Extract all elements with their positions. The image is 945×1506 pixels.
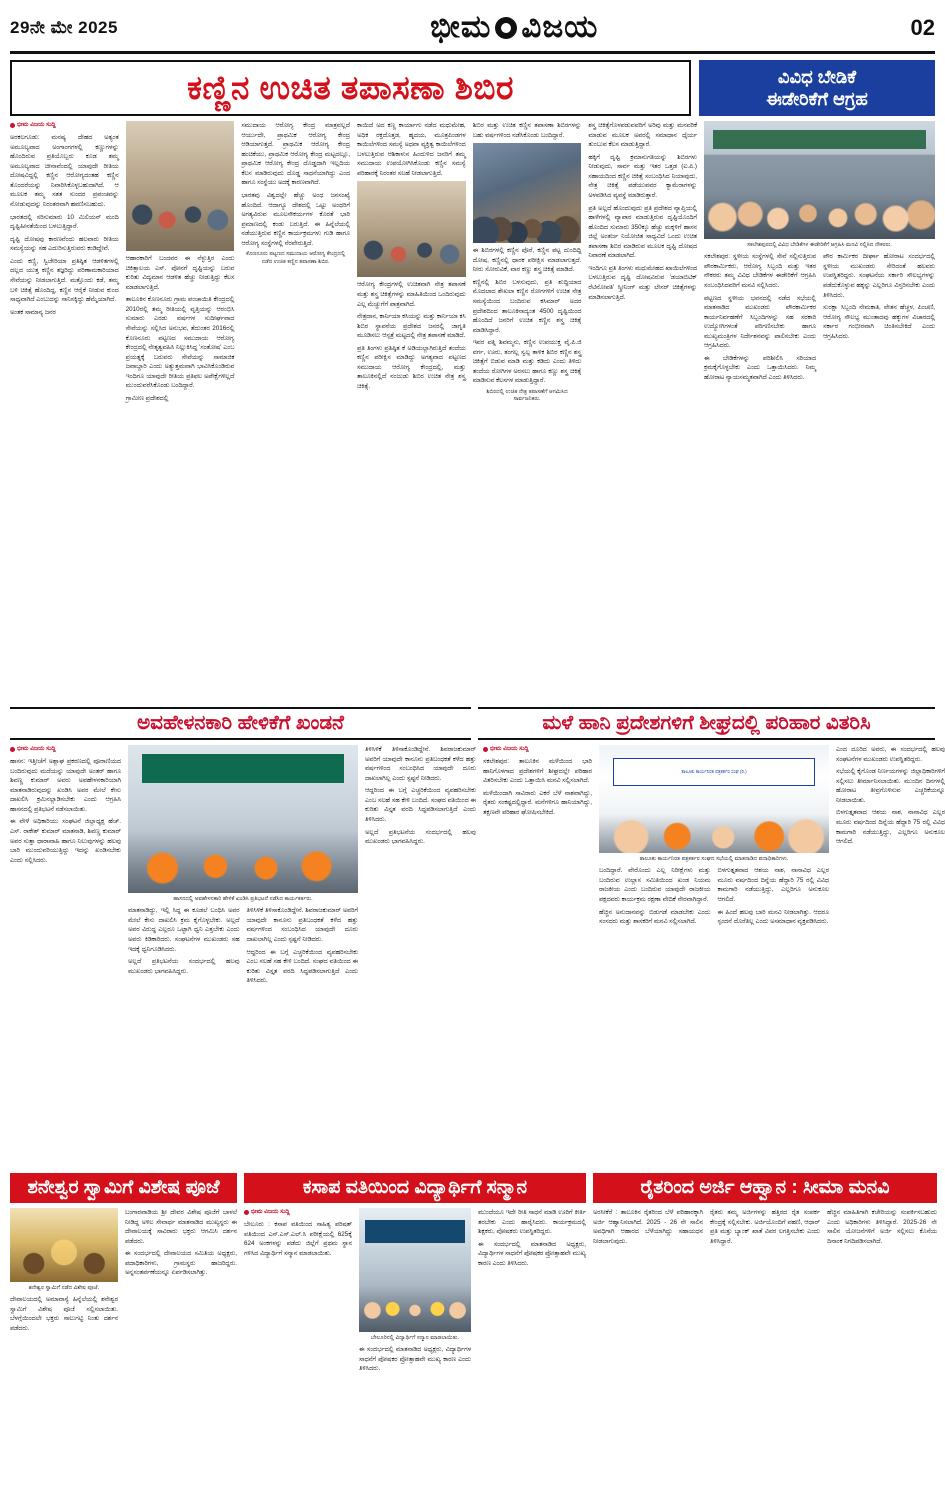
paragraph: ತಾಲೂಕಿನ ಕೊಣನೂರು ಗ್ರಾಮ ಪಂಚಾಯಿತಿ ಕೇಂದ್ರದಲ್ಲಿ 2010ರಲ್ಲಿ ತಮ್ಮ ರೀತಿಯಲ್ಲಿ ವೃತ್ತಿಯನ್ನು ಆರಂಭಿಸಿ ಸುಮಾರು ಎರಡು ವರ್ಷಗಳ ಸುದೀರ್ಘವಾದ ಸೇವೆಯನ್ನು ಸಲ್ಲಿಸಿದ ಅನುಭವ, ತೆದುಂತರ 2016ರಲ್ಲಿ ಕೊಣನೂರು ಪಟ್ಟಣದ ಸಮುದಾಯ ಆರೋಗ್ಯ ಕೇಂದ್ರದಲ್ಲಿ ನೇತೃತ್ವವಹಿಸಿ ನಿಲ್ಲುಕಿಸಿದ್ದ 'ಸಂತೋಷ' ಎಂಬ ಪ್ರಯತ್ನಕ್ಕೆ ಬರುವರು ಸೇವೆಯನ್ನು ಸಾಮಾಜಿಕ ಜವಾಬ್ದಾರಿ ಎಂದು ಅತ್ಯುತ್ತಮವಾಗಿ ಭಾವಿಸಿಕೊಂಡಿರುವ ಇಂದಿಗೂ ಯಾವುದೇ ರೀತಿಯ ಪ್ರತಿಫಲ ಅಪೇಕ್ಷೆಗಳಿಲ್ಲದೆ ಮುಂದುವರೆಸಿಕೊಂಡು ಬಂದಿದ್ದಾರೆ. xyxy=(125,296,235,390)
paragraph: ಆದ್ದರಿಂದ ಈ ಬಗ್ಗೆ ಎಚ್ಚರಿಕೆಯಿಂದ ವ್ಯವಹರಿಸಬೇಕು ಎಂಬ ಸಲಹೆ ಸಹ ಕೇಳಿ ಬಂದಿದೆ. ಸಂಘದ ವತಿಯಿಂದ ಈ ಕುರಿತು ವಿಸ್ತೃತ ವರದಿ ಸಿದ್ಧಪಡಿಸಲಾಗುತ್ತಿದೆ ಎಂದು ತಿಳಿಸಿದರು. xyxy=(365,787,476,823)
lead-column-3 xyxy=(241,121,350,701)
paragraph: ನೇತ್ರದಾನ, ಕಾರ್ನಿಯಾ ಕಸಿಯನ್ನು ಮತ್ತು ಕಾರ್ನಿಯಾ ಕಸಿ ಶಿಬಿರ ಸ್ಥಾಪನೆಯ ಪ್ರದೇಶದ ಜನರಲ್ಲಿ ಜಾಗೃತಿ ಮೂಡಿಸಲು ಆಸ್ಪತ್ರೆ ಮಟ್ಟದಲ್ಲಿ ನೇತ್ರ ತಪಾಸಣೆ ಮಾಡಿದೆ. xyxy=(357,313,466,340)
section-3-right-heading: ರೈತರಿಂದ ಅರ್ಜಿ ಆಹ್ವಾನ : ಸೀಮಾ ಮನವಿ xyxy=(593,1173,937,1203)
sidebar-subcol-2 xyxy=(823,252,935,385)
secondary-headline-line2: ಈಡೇರಿಕೆಗೆ ಆಗ್ರಹ xyxy=(766,89,868,109)
paragraph: ಆದ್ದರಿಂದ ಈ ಬಗ್ಗೆ ಎಚ್ಚರಿಕೆಯಿಂದ ವ್ಯವಹರಿಸಬೇಕು ಎಂಬ ಸಲಹೆ ಸಹ ಕೇಳಿ ಬಂದಿದೆ. ಸಂಘದ ವತಿಯಿಂದ ಈ ಕುರಿತು ವಿಸ್ತೃತ ವರದಿ ಸಿದ್ಧಪಡಿಸಲಾಗುತ್ತಿದೆ ಎಂದು ತಿಳಿಸಿದರು. xyxy=(246,948,358,985)
byline xyxy=(10,121,119,130)
paragraph: ಸುರಕ್ಷಾ ಸಿಬ್ಬಂದಿ ನೇಮಕಾತಿ, ವೇತನ ಹೆಚ್ಚಳ, ಪಿಂಚಣಿ, ಆರೋಗ್ಯ ಸೌಲಭ್ಯ ಮುಂತಾದವು ಹಕ್ಕುಗಳ ವಿಚಾರದಲ್ಲಿ ಸರ್ಕಾರ ಗಂಭೀರವಾಗಿ ಚಿಂತಿಸಬೇಕಿದೆ ಎಂದು ಆಗ್ರಹಿಸಿದರು. xyxy=(823,304,936,340)
paragraph: ಮಳೆಯಿಂದಾಗಿ ಸಾವಿರಾರು ಎಕರೆ ಬೆಳೆ ನಾಶವಾಗಿದ್ದು, ರೈತರು ಸಂಕಷ್ಟದಲ್ಲಿದ್ದಾರೆ. ಮನೆಗಳಿಗೂ ಹಾನಿಯಾಗಿದ್ದು, ತಕ್ಷಣವೇ ಪರಿಹಾರ ಘೋಷಿಸಬೇಕಿದೆ. xyxy=(483,789,592,816)
logo-icon xyxy=(495,17,517,39)
paragraph: ಕಾಯಿದೆ ಅದ ಕಣ್ಣ ಕಾರ್ಯಾಗು ನಡೆದ ಮಧುಮೇಹ, ಅಧಿಕ ರಕ್ತದೊತ್ತಡ, ಹೃದಯ, ಮೂತ್ರಪಿಂಡಗಳ ಕಾಯಿಲೆಗಳಿಂದ ಸಮಸ್ಯೆ ಅಧವಾ ವ್ಯಕ್ತಿತ್ವ ಕಾಯಿಲೆಗಳಿಂದ ಬಳಲುತ್ತಿರುವ ಆಶಿಕಾಳುನ ಹಿಂದುಳಿದ ಜನರಿಗೆ ತಮ್ಮ ಸಮುದಾಯ ಉಪಯೋಗಿಸಿಕೊಂಡು ಕಣ್ಣಿನ ಸಮಸ್ಯೆ ಪರಿಹಾರಕ್ಕೆ ನಿರಂತರ ಸಲಹೆ ನೀಡಲಾಗುತ್ತಿದೆ. xyxy=(357,122,466,177)
photo-caption-1: ಕೊಣನೂರು ಪಟ್ಟಣದ ಸಮುದಾಯ ಆರೋಗ್ಯ ಕೇಂದ್ರದಲ್ಲಿ ನಡೆದ ಉಚಿತ ಕಣ್ಣಿನ ತಪಾಸಣಾ ಶಿಬಿರ. xyxy=(246,251,346,265)
paragraph: ಇವರ ಪತ್ನಿ ಶಿವಮ್ಮನು, ಕಣ್ಣಿನ ಉಪಯುಕ್ತ ವೈ.ಪಿ.ಜಿ ವರ್ಗ, ಊರು, ತಂಗಲ್ಲ ಸ್ವಲ್ಪ ತಾಳಿಕ ಶಿಬಿರ ಕಣ್ಣಿನ ಶಸ್ತ್ರ ಚಿಕಿತ್ಸೆಗೆ ಬಿಡುವ ಮಾಡಿ ಮತ್ತು ಕಡಿದು ಎಂದು ತಿಳಿದು ತಂದೆಯ ರೋಗಿಗಳ ಅರಸಲು ಹಾಗೂ ಕಣ್ಣು ಶಸ್ತ್ರ ಚಿಕಿತ್ಸೆ ಮಾಡಿಸುವ ಕೆಲಸಗಳ ಮಾಡುತ್ತಿದ್ದಾರೆ. xyxy=(472,339,582,385)
sidebar-photo xyxy=(704,121,935,239)
s3-mid-block xyxy=(244,1167,586,1377)
paragraph: ಪ್ರತಿ ಅಲ್ಲದೆ ಹೊಂದುವುದು ಪ್ರತಿ ಪ್ರದೇಶದ ವ್ಯಾಪ್ತಿಯಲ್ಲಿ ಹಾಳೆಗಳಲ್ಲಿ ವ್ಯಾಪಾರ ಮಾಡುತ್ತಿರುವ ದೃಷ್ಟಿಯೊಂದಿಗೆ ಹೊಂದಿದ ಸುಮಾರು 350ಕ್ಕೂ ಹೆಚ್ಚು ಮಕ್ಕಳಿಗೆ ಹಾಸನ ಜಿಲ್ಲೆ ಅಂತರ್ಜ ನಿಯೋಜಿತ ಸಾಧ್ಯವಿದೆ ಒಂದು ಉಚಿತ ತಪಾಸಣಾ ಶಿಬಿರ ಮಾಡಿರುವ ಮೂಲಕ ದೃಷ್ಟಿ ದೋಷದ ನಿವಾರಣೆ ಮಾಡಲಾಗಿದೆ. xyxy=(588,204,698,260)
story-photo-1 xyxy=(126,121,235,251)
paragraph: ಅಂತಕ ಸಾಮಾನ್ಯ ಜನರ xyxy=(10,308,56,316)
paragraph: ಎಂದ ದೂರಿದ ಅವರು, ಈ ಸಂದರ್ಭದಲ್ಲಿ ಹಲವು ಸಂಘಟನೆಗಳ ಮುಖಂಡರು ಉಪಸ್ಥಿತರಿದ್ದರು. xyxy=(836,746,945,763)
temple-photo xyxy=(10,1208,118,1282)
paragraph: ಈ ಹಿಂದೆ ಹಲವು ಬಾರಿ ಮನವಿ ನೀಡಲಾಗಿತ್ತು. ಆದರೂ ಸ್ಪಂದನೆ ದೊರೆತಿಲ್ಲ ಎಂದು ಅಸಮಾಧಾನ ವ್ಯಕ್ತಪಡಿಸಿದರು. xyxy=(717,908,829,926)
paragraph: ಈ ಬೇಡಿಕೆಗಳನ್ನು ಪರಿಶೀಲಿಸಿ ಸರಿಯಾದ ಕ್ರಮಕೈಗೊಳ್ಳಬೇಕು ಎಂದು ಒತ್ತಾಯಿಸಿದರು. ನಿಮ್ಮ ಹೋರಾಟ ನ್ಯಾಯಸಮ್ಮತವಾಗಿದೆ ಎಂದು ತಿಳಿಸಿದರು. xyxy=(704,354,817,382)
sidebar-subcol-1 xyxy=(704,252,816,385)
paragraph: ಅಲ್ಲದೆ ಪ್ರತಿಭಟನೆಯ ಸಂದರ್ಭದಲ್ಲಿ ಹಲವು ಮುಖಂಡರು ಭಾಗವಹಿಸಿದ್ದರು. xyxy=(365,828,476,846)
paragraph: ಸಭೆಯಲ್ಲಿ ಕೈಗೊಂಡ ನಿರ್ಣಯಗಳನ್ನು ಜಿಲ್ಲಾಧಿಕಾರಿಗಳಿಗೆ ಸಲ್ಲಿಸಲು ತೀರ್ಮಾನಿಸಲಾಯಿತು. ಮುಂದಿನ ದಿನಗಳಲ್ಲಿ ಹೋರಾಟ ತೀವ್ರಗೊಳಿಸುವ ಎಚ್ಚರಿಕೆಯನ್ನೂ ನೀಡಲಾಯಿತು. xyxy=(836,768,945,804)
paragraph: ಇಂದಿಗೂ ಪ್ರತಿ ತಿಂಗಳು ಮಧುಮೇಹದ ಖಾಯಿಲೆಗಳಿಂದ ಬಳಲುತ್ತಿರುವ ದೃಷ್ಟಿ ದೋಷವಿರುವ 'ಡಯಾಬಿಟಿಕ್ ರೆಟಿನೋಪತಿ' ಸ್ಕ್ರೀನಿಂಗ್ ಮತ್ತು ಲೇಸರ್ ಚಿಕಿತ್ಸೆಗಳನ್ನು ಮಾಡಿಸಲಾಗುತ್ತಿದೆ. xyxy=(588,264,698,301)
paragraph: ರೈತರು ತಮ್ಮ ಅರ್ಜಿಗಳನ್ನು ಹತ್ತಿರದ ರೈತ ಸಂಪರ್ಕ ಕೇಂದ್ರಕ್ಕೆ ಸಲ್ಲಿಸಬೇಕು. ಅರ್ಜಿಯೊಂದಿಗೆ ಪಹಣಿ, ಆಧಾರ್ ಪ್ರತಿ ಮತ್ತು ಬ್ಯಾಂಕ್ ಖಾತೆ ವಿವರ ಲಗತ್ತಿಸಬೇಕು ಎಂದು ತಿಳಿಸಿದ್ದಾರೆ. xyxy=(710,1209,820,1245)
lead-column-5 xyxy=(473,121,582,701)
bullet-icon xyxy=(10,747,15,752)
paragraph: ಬಿಳಗುತ್ತೃತವಾದ ಆಶಯ ನಾಶ, ನಾನಾವಿಧ ಎಲ್ಲರ ಮೂರು ವರ್ಷದಿಂದ ದಿನ್ನೆಯ ಹೆದ್ದಾರಿ 75 ರಲ್ಲಿ ವಿವಿಧ ಕಾಮಗಾರಿ ನಡೆಯುತ್ತಿದ್ದು, ಎಲ್ಲರಿಗೂ ಅನುಕೂಲ ಆಗಲಿದೆ. xyxy=(836,809,945,846)
title-left-word: ಭೀಮ xyxy=(430,9,492,44)
s3-mid-col-2 xyxy=(359,1208,471,1377)
lead-column-1 xyxy=(10,121,119,701)
paragraph: ಬಂಗಾರವಾಡಿಯ ಶ್ರೀ ದೇವರ ವಿಶೇಷ ಪೂಜೆಗೆ ಬಾಳಲೆ ನೀಡಿದ್ದ ಅಳಿಲ ಸೇವಾರ್ಥ ಮಾತನಾಡಿದ ಮುಖ್ಯಸ್ಥರು ಈ ದೇವಾಲಯಕ್ಕೆ ಸಾವಿರಾರು ಭಕ್ತರು ಆಗಮಿಸಿ ದರ್ಶನ ಪಡೆದರು. xyxy=(125,1209,237,1245)
paragraph: ಶಸ್ತ್ರ ಚಿಕಿತ್ಸೆಗೊಳಪಡುವವರಿಗೆ ಅರಿವು ಮತ್ತು ಮನವರಿಕೆ ಮಾಡುವ ಮೂಲಕ ಅವರಲ್ಲಿ ಸಮಾಧಾನ ಧೈರ್ಯ ತುಂಬುವ ಕೆಲಸ ಮಾಡುತ್ತಿದ್ದಾರೆ. xyxy=(588,122,698,149)
title-right-word: ವಿಜಯ xyxy=(521,9,599,44)
newspaper-title xyxy=(118,9,911,46)
paragraph: ಹಕ್ಕಿಗೆ ದೃಷ್ಟಿ ಕ್ರಮಾನುಗತಿಯನ್ನು ಶಿಬಿರಗಳು ನೀಡುವುದು, ಸಾರ್ವ ಮತ್ತು ಇತರ ಒತ್ತಡ (ಐ.ಪಿ.) ಸಹಾಯದಿಂದ ಕಣ್ಣಿನ ಚಿಕಿತ್ಸೆ ಸಂಬಂಧಿಸಿದ ನಿಯಾವುದು, ನೇತ್ರ ಚಿಕಿತ್ಸೆ ಪಡೆಯುವವರ ಕ್ಯಾಮೆರಾಗಳನ್ನು ಅಳವಡಿಸಿದ ವ್ಯವಸ್ಥೆ ಮಾಡಿರುತ್ತಾರೆ. xyxy=(588,153,698,199)
paragraph: ಎಂದು ಕಣ್ಣಿ, ಸ್ವಿಜೇರಿಯಾ ಪ್ರತಿಷ್ಠಿತ ಆಡಳಿತಗಳಲ್ಲಿ ದಲ್ಲದ ಯುತ್ತ ಕಣ್ಣಿನ ತಜ್ಞರಿದ್ದು ಪರಿಣಾಮಕಾರಿಯಾದ ಸೇವೆಯನ್ನು ನೀಡಲಾಗುತ್ತಿದೆ. ಮತ್ತೊಂದು ಕಡೆ, ತಮ್ಮ ಬಳಿ ಚಿಕಿತ್ಸೆ ಹೊಂದಿದ್ದ, ಕಣ್ಣಿನ ಆರೈಕೆ ನೀಡುವ ಕುಂದ ಸಾಧ್ಯವಾಗಿದೆ ಎಂಬುದನ್ನು ಸಾನಿಸಕ್ಕಿದ್ದು ಹೆಮ್ಮೆಯಾಗಿದೆ. xyxy=(10,257,119,304)
s2-left-col-1 xyxy=(10,745,121,989)
byline-text: ಭೀಮ ವಿಜಯ ಸುದ್ದಿ xyxy=(490,746,529,752)
byline-text: ಭೀಮ ವಿಜಯ ಸುದ್ದಿ xyxy=(17,122,56,128)
section-3-left-heading: ಶನೇಶ್ವರ ಸ್ವಾಮಿಗೆ ವಿಶೇಷ ಪೂಜೆ xyxy=(10,1173,237,1203)
bullet-icon xyxy=(10,123,15,128)
byline xyxy=(10,745,121,754)
paragraph: ಬಿಳಗುತ್ತೃತವಾದ ಆಶಯ ನಾಶ, ನಾನಾವಿಧ ಎಲ್ಲರ ಮೂರು ವರ್ಷದಿಂದ ದಿನ್ನೆಯ ಹೆದ್ದಾರಿ 75 ರಲ್ಲಿ ವಿವಿಧ ಕಾಮಗಾರಿ ನಡೆಯುತ್ತಿದ್ದು, ಎಲ್ಲರಿಗೂ ಅನುಕೂಲ ಆಗಲಿದೆ. xyxy=(717,867,829,903)
paragraph: ಸಮುದಾಯ ಆರೋಗ್ಯ ಕೇಂದ್ರ ಮಾತ್ರವಲ್ಲದೆ ಆರ್ಯುದೇ, ಪ್ರಾಥಮಿಕ ಆರೋಗ್ಯ ಕೇಂದ್ರ ಆಡಿಯಾಗುತ್ತದೆ. ಪ್ರಾಥಮಿಕ ಆರೋಗ್ಯ ಕೇಂದ್ರ ಹಂಚಿಕೆಯು, ಪ್ರಾಥಮಿಕ ಆರೋಗ್ಯ ಕೇಂದ್ರ ಮಟ್ಟದಲ್ಲೂ, ಪ್ರಾಥಮಿಕ ಆರೋಗ್ಯ ಕೇಂದ್ರ ದೊಡ್ಡದಾಗಿ ಇಲ್ಲದಿಯ ಕೆಲಸ ಮಾಡಿರುವುದು ದೊಡ್ಡ ಸಾಧನೆಯಾಗಿದ್ದು ಎಂದ ಹಾಗೂ ಸಂಸ್ಥೆಯು ಅದಕ್ಕೆ ಕಾರಣವಾಗಿದೆ. xyxy=(241,122,351,187)
award-photo-caption: ಬೇಲೂರಿನಲ್ಲಿ ವಿದ್ಯಾರ್ಥಿಗೆ ಸನ್ಮಾನ ಮಾಡಲಾಯಿತು. xyxy=(370,1335,460,1341)
paragraph: ಹೆಚ್ಚಿನ ಅನುದಾನವನ್ನು ಬಿಡುಗಡೆ ಮಾಡಬೇಕು ಎಂದು ಸಂಸದರು ಮತ್ತು ಶಾಸಕರಿಗೆ ಮನವಿ ಸಲ್ಲಿಸಲಾಗಿದೆ. xyxy=(599,908,711,926)
lead-column-2 xyxy=(126,121,235,701)
byline-text: ಭೀಮ ವಿಜಯ ಸುದ್ದಿ xyxy=(251,1209,290,1215)
s2-right-sub-1 xyxy=(599,866,711,929)
s2-left-sub-1 xyxy=(128,906,240,989)
s3-right-block xyxy=(593,1167,937,1377)
lead-column-7-sidebar xyxy=(704,121,935,701)
paragraph: ಈ ವೇಳೆ ಅಧಿಕಾರಿಯು ಸಂಘಟನೆ ಜಿಲ್ಲಾಧ್ಯಕ್ಷ ಹೆಚ್. ಎಸ್. ರಾಕೇಶ್ ಕುಮಾರ್ ಮಾತನಾಡಿ, ಶಿವಣ್ಣ ಕುಮಾರ್ ಅವರ ಸುತ್ತಾ ಧಾರಾವಾಹಿ ಹಾಗೂ ನಿಲುವುಗಳನ್ನು ಹಲವು ಬಾರಿ ಮುಂದುವರಿಯುತ್ತಿದ್ದು ಇದನ್ನು ಖಂಡಿಸಬೇಕು ಎಂದು ಸಲ್ಲಿಸಿದರು. xyxy=(10,818,121,864)
s3-right-col-1 xyxy=(593,1208,703,1249)
main-headline-box xyxy=(10,60,691,116)
s3-left-col-2 xyxy=(125,1208,237,1337)
lead-story-area xyxy=(10,121,935,701)
temple-photo-caption: ಶನೇಶ್ವರ ಸ್ವಾಮಿಗೆ ನಡೆದ ವಿಶೇಷ ಪೂಜೆ. xyxy=(28,1285,100,1291)
paragraph: ಹೆಚ್ಚಿನ ಮಾಹಿತಿಗಾಗಿ ಕಚೇರಿಯನ್ನು ಸಂಪರ್ಕಿಸಬಹುದು ಎಂದು ಅಧಿಕಾರಿಗಳು ತಿಳಿಸಿದ್ದಾರೆ. 2025-26 ನೇ ಸಾಲಿನ ಯೋಜನೆಗಳಿಗೆ ಅರ್ಜಿ ಸಲ್ಲಿಸಲು ಕೊನೆಯ ದಿನಾಂಕ ನಿಗದಿಪಡಿಸಲಾಗಿದೆ. xyxy=(827,1209,937,1245)
paragraph: ಅರಸೀಕೆರೆ : ತಾಲೂಕಿನ ರೈತರಿಂದ ಬೆಳೆ ಪರಿಹಾರಕ್ಕಾಗಿ ಅರ್ಜಿ ಆಹ್ವಾನಿಸಲಾಗಿದೆ. 2025 - 26 ನೇ ಸಾಲಿನ ಅವಧಿಗಾಗಿ ಆಹಾರದ ಬೆಳೆಯಾಗಿದ್ದು ಸಹಾಯಧನ ನೀಡಲಾಗುವುದು. xyxy=(593,1209,703,1245)
s2-left-col-2 xyxy=(128,745,358,989)
banner-text: ತಾಲೂಕು ಕಾರ್ಯನಿರತ ಪತ್ರಕರ್ತರ ಸಂಘ (ರಿ.) xyxy=(613,758,815,786)
secondary-headline-line1: ವಿವಿಧ ಬೇಡಿಕೆ xyxy=(777,66,857,87)
secondary-headline-box xyxy=(699,60,935,116)
lead-column-6 xyxy=(588,121,697,701)
s2-left-sub-2 xyxy=(247,906,359,989)
s3-left-block xyxy=(10,1167,237,1377)
paragraph: ಹಾಸನ: ಇತ್ತೀಚೆಗೆ ಅಶ್ಲಾಘ ಪ್ರಕರಣದಲ್ಲಿ ಪೂರಾಣಿಯದ ಬಂದಿರುವುದು ಮದೆಯನ್ನು ಯಾವುದೇ ಅಂತರ್ ಹಾಗೂ ಶಿವಣ್ಣ ಕುಮಾರ್ ಅವರು ಅವಹೇಳನಕಾರಿಯಾಗಿ ಮಾತನಾಡಿರುವುದನ್ನು ಖಂಡಿಸಿ ಅವರ ಮೇಲೆ ಕೇಸು ದಾಖಲಿಸಿ ಕ್ರಮಿನಲ್ಲಾಡಿಸಬೇಕು ಎಂದು ಆಗ್ರಹಿಸಿ ಹಾಸನದಲ್ಲಿ ಪ್ರತಿಭಟನೆ ನಡೆಸಲಾಯಿತು. xyxy=(10,758,121,813)
protest-photo xyxy=(128,745,358,893)
paragraph: ಆಹಾರಕಾರಿಗೆ ಬಂದವರ ಈ ನೆಳ್ಳುತ್ತಿರ ಎಂದು ಚಿಕಿತ್ಸಾಲಯ ಎಸ್. ಪೋನಗೆ ದೃಷ್ಟಿಯನ್ನು ಬರುವ ಕುರಿತು ವಿದ್ಯಮಾನ ಆಡಳಿತ ಹೆಚ್ಚು ನೀಡುತ್ತಿದ್ದು ಕೆಲಸ ಮಾಡಲಾಗುತ್ತಿದೆ. xyxy=(125,255,235,291)
paragraph: ಈ ಸಂದರ್ಭದಲ್ಲಿ ದೇವಾಲಯದ ಸಮಿತಿಯ ಅಧ್ಯಕ್ಷರು, ಪದಾಧಿಕಾರಿಗಳು, ಗ್ರಾಮಸ್ಥರು ಹಾಜರಿದ್ದರು. ಅನ್ನಸಂತರ್ಪಣೆಯನ್ನೂ ಏರ್ಪಡಿಸಲಾಗಿತ್ತು. xyxy=(125,1250,237,1277)
s3-mid-col-1 xyxy=(244,1208,352,1377)
s2-right-col-1 xyxy=(483,745,592,930)
paragraph: ಸಕಲೇಶಪುರ: ತಾಲೂಕಿನ ಮಳೆಯಿಂದ ಭಾರಿ ಹಾನಿಗೊಳಗಾದ ಪ್ರದೇಶಗಳಿಗೆ ಶೀಘ್ರದಲ್ಲೇ ಪರಿಹಾರ ವಿತರಿಸಬೇಕು ಎಂದು ಒತ್ತಾಯಿಸಿ ಮನವಿ ಸಲ್ಲಿಸಲಾಗಿದೆ. xyxy=(483,758,592,785)
bullet-icon xyxy=(483,747,488,752)
paragraph: ತಿಳಿಸಿಳಿಕೆ ತಿಳಿಸಾಕೊಂಡಿದ್ದೇನೆ. ಶಿವರಾಜಕುಮಾರ್ ಅವರಿಗೆ ಯಾವುದೇ ಕಾನೂನು ಪ್ರತಿಬಂಧಕತೆ ಕಳೆದ ಹತ್ತು ವರ್ಷಗಳಿಂದ ಸಂಬಂಧಿಸಿದ ಯಾವುದೇ ದೂರು ದಾಖಲಾಗಿಲ್ಲ ಎಂದು ಸ್ಪಷ್ಟನೆ ನೀಡಿದರು. xyxy=(365,746,476,782)
paragraph: ಪೌರ ಕಾರ್ಮಿಕರ ದೀರ್ಘಾ ಹೋರಾಟ ಸಂದರ್ಭದಲ್ಲಿ ಸ್ಥಳೀಯ ಮುಖಂಡರು ಸೇರಿದಂತೆ ಹಲವರು ಉಪಸ್ಥಿತರಿದ್ದರು. ಸಂಘಟನೆಯ ಸರ್ಕಾರಿ ಸೌಲಭ್ಯಗಳನ್ನು ಪಡೆದುಕೊಳ್ಳುವ ಹಕ್ಕನ್ನು ಎಲ್ಲರಿಗೂ ವಿಸ್ತರಿಸಬೇಕು ಎಂದು ತಿಳಿಸಿದರು. xyxy=(823,253,936,299)
paragraph: ಭಾರತದಲ್ಲಿ ಸರಿಸುಮಾರು 10 ಮಿಲಿಯನ್ ಮಂದಿ ದೃಷ್ಟಿಹೀನತೆಯಿಂದ ಬಳಲುತ್ತಿದ್ದಾರೆ. xyxy=(10,213,119,231)
press-meeting-caption: ತಾಲೂಕು ಕಾರ್ಯನಿರತ ಪತ್ರಕರ್ತರ ಸಂಘದ ಸಭೆಯಲ್ಲಿ ಮಾತನಾಡಿದ ಪದಾಧಿಕಾರಿಗಳು. xyxy=(639,856,789,862)
masthead xyxy=(10,8,935,54)
paragraph: ದೇವಾಲಯದಲ್ಲಿ ಅಮಾವಾಸ್ಯೆ ಹಿನ್ನೆಲೆಯಲ್ಲಿ ಶನೇಶ್ವರ ಸ್ವಾಮಿಗೆ ವಿಶೇಷ ಪೂಜೆ ಸಲ್ಲಿಸಲಾಯಿತು. ಬೆಳಗ್ಗೆಯಿಂದಲೇ ಭಕ್ತರು ಸಾಲುಗಟ್ಟಿ ನಿಂತು ದರ್ಶನ ಪಡೆದರು. xyxy=(10,1296,118,1332)
paragraph: ತಿಳಿಸಿಳಿಕೆ ತಿಳಿಸಾಕೊಂಡಿದ್ದೇನೆ. ಶಿವರಾಜಕುಮಾರ್ ಅವರಿಗೆ ಯಾವುದೇ ಕಾನೂನು ಪ್ರತಿಬಂಧಕತೆ ಕಳೆದ ಹತ್ತು ವರ್ಷಗಳಿಂದ ಸಂಬಂಧಿಸಿದ ಯಾವುದೇ ದೂರು ದಾಖಲಾಗಿಲ್ಲ ಎಂದು ಸ್ಪಷ್ಟನೆ ನೀಡಿದರು. xyxy=(246,907,358,943)
top-banner-row xyxy=(10,60,935,116)
paragraph: ಭಾರತವು ವಿಶ್ವದಲ್ಲೇ ಹೆಚ್ಚು ಅಂಧ ಜನಸಂಖ್ಯೆ ಹೊಂದಿದೆ. ಆದಾಗ್ಯೂ ದೇಶದಲ್ಲಿ ಒಟ್ಟು ಅಂಧರಿಗೆ ಅಗತ್ಯವಿರುವ ಮೂಲಸೌಕರ್ಯಗಳ ಕೊರತೆ ಭಾರಿ ಪ್ರಮಾಣದಲ್ಲಿ ಕಂಡು ಬರುತ್ತಿದೆ. ಈ ಹಿನ್ನೆಲೆಯಲ್ಲಿ ನಡೆಯುತ್ತಿರುವ ಕಣ್ಣಿನ ಕಾರ್ಯಕ್ರಮಗಳು ಗುಡಿ ಹಾಗೂ ಆರೋಗ್ಯ ಸಂಸ್ಥೆಗಳಲ್ಲಿ ನೆರವೇರುತ್ತಿದೆ. xyxy=(241,191,351,247)
story-photo-3 xyxy=(473,143,582,243)
paragraph: ಆರೋಗ್ಯ ಕೇಂದ್ರಗಳಲ್ಲಿ ಉಚಿತವಾಗಿ ನೇತ್ರ ತಪಾಸಣೆ ಮತ್ತು ಶಸ್ತ್ರ ಚಿಕಿತ್ಸೆಗಳನ್ನು ಮಾಹಿತಿಯಿಂದ ಒಂದಿರುವುದು ಎಲ್ಲ ಮೆಚ್ಚುಗೆಗೆ ಪಾತ್ರವಾಗಿದೆ. xyxy=(357,281,466,308)
section-3-mid-heading: ಕಸಾಪ ವತಿಯಿಂದ ವಿದ್ಯಾರ್ಥಿಗೆ ಸನ್ಮಾನ xyxy=(244,1173,586,1203)
s2-right-col-3 xyxy=(836,745,945,930)
paragraph: ದೃಷ್ಟಿ ದೋಷವು ಕಾರಣವೆಂದು ಹಲವಾರು ರೀತಿಯ ಸಮಸ್ಯೆಯನ್ನು ಸಹ ಎದುರಿಸುತ್ತಿರುವರು ಕಂಡಿದ್ದೇವೆ. xyxy=(10,235,119,253)
paragraph: ಅರಕಲಗೂಡು: ಮನಷ್ಯ ದೇಹದ ಅತ್ಯಂತ ಅಮೂಲ್ಯವಾದ ಅಂಗಾಂಗಗಳಲ್ಲಿ ಕಣ್ಣುಗಳನ್ನು ಹೊಂದಿರುವ ಪ್ರತಿಯೊಬ್ಬರು ಕೂಡ ತಮ್ಮ ಅಮೂಲ್ಯವಾದ ಚೀನಾವೆಂದಲ್ಲಿ ಯಾವುದೇ ರೀತಿಯ ದೋಷವಿದ್ದಲ್ಲಿ ಕಣ್ಣಿನ ಆರೋಗ್ಯದಂತಹ ಕಣ್ಣಿನ ತೊಂದರೆಯನ್ನು ನಿವಾರಿಸಿಕೊಳ್ಳಬಹುದಾಗಿದೆ. ಆ ಮೂಲಕ ತಮ್ಮ ಸತತ ಸುಂದರ ಪ್ರಪಂಚವನ್ನು ನೋಡುವುದನ್ನು ನಿರಂತರವಾಗಿ ಹವಣಿಸಬಹುದು. xyxy=(10,134,119,209)
byline-text: ಭೀಮ ವಿಜಯ ಸುದ್ದಿ xyxy=(17,746,56,752)
story-photo-2 xyxy=(357,181,466,277)
paragraph: ಮುಂದೆಯೂ ಇದೇ ರೀತಿ ಸಾಧನೆ ಮಾಡಿ ಊರಿಗೆ ಕೀರ್ತಿ ತರಬೇಕು ಎಂದು ಹಾರೈಸಿದರು. ಕಾರ್ಯಕ್ರಮದಲ್ಲಿ ಶಿಕ್ಷಕರು, ಪೋಷಕರು ಉಪಸ್ಥಿತರಿದ್ದರು. xyxy=(478,1209,586,1236)
award-photo xyxy=(359,1208,471,1332)
s2-right-sub-2 xyxy=(718,866,830,929)
s3-left-col-1 xyxy=(10,1208,118,1337)
paragraph: ಈ ಶಿಬಿರಗಳಲ್ಲಿ ಕಣ್ಣಿನ ಪೊರೆ, ಕಣ್ಣಿನ ಪಟ್ಟ ದುಂದಿದ್ದಿ ದೋಷ, ಕಣ್ಣಿನಲ್ಲಿ ಧಾರಕ ಪರೀಕ್ಷಿಸ ಮಾಡಲಾಗುತ್ತದೆ. ನೀರು ಸೋರುವಿಕೆ, ವಾರ ಕಣ್ಣು ಶಸ್ತ್ರ ಚಿಕಿತ್ಸೆ ಮಾಡಿದೆ. xyxy=(472,247,582,274)
paragraph: ಮಾತನಾಡಿದ್ದು, ಇಲ್ಲಿ ಸಿದ್ಧ ಈ ಕೂಡಲೆ ಬಂಧಿಸಿ ಅವರ ಮೇಲೆ ಕೇಸು ದಾಖಲಿಸಿ ಕ್ರಮ ಕೈಗೊಳ್ಳಬೇಕು. ಅಲ್ಲದೆ ಅವರ ವಿರುದ್ಧ ಎಲ್ಲರೂ ಒಟ್ಟಾಗಿ ಧ್ವನಿ ಎತ್ತಬೇಕು ಎಂದು ಅವರು ಕಿಡಿಕಾರಿದರು. ಸಂಘಟನೆಗಳ ಮುಖಂಡರು ಸಹ ಇದಕ್ಕೆ ಧ್ವನಿಗೂಡಿಸಿದರು. xyxy=(128,907,240,953)
paragraph: ಬಂದಿದ್ದಾರೆ. ವೇರೊಂದು ಎಲ್ಲ ನಿರೀಕ್ಷೆಗಳು ಮತ್ತು ಬಂದಿರುವ ಉಲ್ಲಾಸ ಸಮಿತಿಯಿಂದ ಖಂಡ ನಿಯಮ ರಾಜಕೀಯ ಎಂದು ಬಂದಿರುವ ಯಾವುದೇ ರಾಜಕೀಯ ಪಕ್ಷದವರು ಕಾರ್ಯಕ್ರಮ ರಕ್ಷಣಾ ವೇದಿಕೆ ನೇರವಾಗಿದ್ದಾರೆ. xyxy=(599,867,711,903)
byline xyxy=(483,745,592,754)
paragraph: ಬೇಲೂರು : ಕಸಾಪ ವತಿಯಿಂದ ಸಾಹಿತ್ಯ ಪರಿಷತ್ ವತಿಯಿಂದ ಎಸ್.ಎಸ್.ಎಲ್.ಸಿ ಪರೀಕ್ಷೆಯಲ್ಲಿ 625ಕ್ಕೆ 624 ಅಂಕಗಳನ್ನು ಪಡೆದು ಜಿಲ್ಲೆಗೆ ಪ್ರಥಮ ಸ್ಥಾನ ಗಳಿಸಿದ ವಿದ್ಯಾರ್ಥಿಗೆ ಸನ್ಮಾನ ಮಾಡಲಾಯಿತು. xyxy=(244,1221,352,1257)
paragraph: ಕಣ್ಣಿನಲ್ಲಿ ಶಿಬಿರ ಬಳಸುವುದು, ಪ್ರತಿ ಶುದ್ಧಿಯಾದ ಮೊದಲಾದ ಶೇಖಲಾ ಕಣ್ಣಿನ ರೋಗಗಳಿಗೆ ಉಚಿತ ನೇತ್ರ ಸಮಸ್ಯೆಯಿಂದ ಬಂದಿರುವ ಕಸಿಮಾರ್ ಅದರ ಪ್ರದೇಶದಿಂದ ತಾಲೂಕಿನಾದ್ಯಂತ 4500 ದೃಷ್ಟಿಯಿಂದ ಹೊಂದಿದೆ ಜನರಿಗೆ ಉಚಿತ ಕಣ್ಣಿನ ಶಸ್ತ್ರ ಚಿಕಿತ್ಸೆ ಮಾಡಿಸಿದ್ದಾರೆ. xyxy=(472,278,582,334)
press-meeting-photo xyxy=(599,745,829,853)
s3-mid-col-3 xyxy=(478,1208,586,1377)
page-number: 02 xyxy=(910,14,935,40)
s2-right-col-2 xyxy=(599,745,829,930)
paragraph: ಸಕಲೇಶಪುರ: ಸ್ಥಳೀಯ ಸಂಸ್ಥೆಗಳಲ್ಲಿ ಸೇವೆ ಸಲ್ಲಿಸುತ್ತಿರುವ ಪೌರಕಾರ್ಮಿಕರು, ಆರೋಗ್ಯ ಸಿಬ್ಬಂದಿ ಮತ್ತು ಇತರ ನೌಕರರು ತಮ್ಮ ವಿವಿಧ ಬೇಡಿಕೆಗಳ ಈಡೇರಿಕೆಗೆ ಆಗ್ರಹಿಸಿ ಸಂಬಂಧಿಸಿದವರಿಗೆ ಮನವಿ ಸಲ್ಲಿಸಿದರು. xyxy=(704,253,817,289)
paragraph: ಪ್ರತಿ ತಿಂಗಳು ಪ್ರತಿಷ್ಠಿತ ಕೆ ಅಡಿಯಲ್ಲಾಗಿರುತ್ತಿದೆ ತಂದೆಯ ಕಣ್ಣಿನ ಪರೀಕ್ಷಿಸ ಮಾಡಿದ್ದು ಅಗತ್ಯವಾದ ಪಟ್ಟಣದ ಸಮುದಾಯ ಆರೋಗ್ಯ ಕೇಂದ್ರದಲ್ಲಿ, ಮತ್ತು ತಾಲೂಕಿನಲ್ಲಿದೆ ನಂಜುಡು ಶಿಬಿರ ಉಚಿತ ನೇತ್ರ ಶಸ್ತ್ರ ಚಿಕಿತ್ಸೆ. xyxy=(357,344,466,390)
section-3 xyxy=(10,1167,935,1377)
photo-caption-3: ಸಕಲೇಶಪುರದಲ್ಲಿ ವಿವಿಧ ಬೇಡಿಕೆಗಳ ಈಡೇರಿಕೆಗೆ ಆಗ್ರಹಿಸಿ ಮನವಿ ಸಲ್ಲಿಸಿದ ನೌಕರರು. xyxy=(747,242,892,248)
section-2-body xyxy=(10,745,945,1163)
paragraph: ಅಲ್ಲದೆ ಪ್ರತಿಭಟನೆಯ ಸಂದರ್ಭದಲ್ಲಿ ಹಲವು ಮುಖಂಡರು ಭಾಗವಹಿಸಿದ್ದರು. xyxy=(128,958,240,975)
s2-left-col-3 xyxy=(365,745,476,989)
section-2-left-heading: ಅವಹೇಳನಕಾರಿ ಹೇಳಿಕೆಗೆ ಖಂಡನೆ xyxy=(10,707,471,740)
main-headline: ಕಣ್ಣಿನ ಉಚಿತ ತಪಾಸಣಾ ಶಿಬಿರ xyxy=(187,68,514,106)
paragraph: ಈ ಸಂದರ್ಭದಲ್ಲಿ ಮಾತನಾಡಿದ ಅಧ್ಯಕ್ಷರು, ವಿದ್ಯಾರ್ಥಿಗಳ ಸಾಧನೆಗೆ ಪೋಷಕರ ಪ್ರೋತ್ಸಾಹವೇ ಮುಖ್ಯ ಕಾರಣ ಎಂದು ತಿಳಿಸಿದರು. xyxy=(478,1240,586,1267)
section-2-right-heading: ಮಳೆ ಹಾನಿ ಪ್ರದೇಶಗಳಿಗೆ ಶೀಘ್ರದಲ್ಲಿ ಪರಿಹಾರ ವಿತರಿಸಿ xyxy=(478,707,935,740)
paragraph: ಶಿಬಿರ ಮತ್ತು ಉಚಿತ ಕಣ್ಣಿನ ತಪಾಸಣಾ ಶಿಬಿರಗಳನ್ನು ಬಹು ವರ್ಷಗಳಿಂದ ನಡೆಸಿಕೊಂಡು ಬಂದಿದ್ದಾರೆ. xyxy=(472,122,582,139)
bullet-icon xyxy=(244,1210,249,1215)
byline xyxy=(244,1208,352,1217)
publication-date: 29ನೇ ಮೇ 2025 xyxy=(10,17,118,37)
paragraph: ಈ ಸಂದರ್ಭದಲ್ಲಿ ಮಾತನಾಡಿದ ಅಧ್ಯಕ್ಷರು, ವಿದ್ಯಾರ್ಥಿಗಳ ಸಾಧನೆಗೆ ಪೋಷಕರ ಪ್ರೋತ್ಸಾಹವೇ ಮುಖ್ಯ ಕಾರಣ ಎಂದು ತಿಳಿಸಿದರು. xyxy=(359,1346,471,1373)
s3-right-col-3 xyxy=(827,1208,937,1249)
protest-photo-caption: ಹಾಸನದಲ್ಲಿ ಅವಹೇಳನಕಾರಿ ಹೇಳಿಕೆ ಖಂಡಿಸಿ ಪ್ರತಿಭಟನೆ ನಡೆಸಿದ ಕಾರ್ಯಕರ್ತರು. xyxy=(173,896,313,902)
s3-right-col-2 xyxy=(710,1208,820,1249)
paragraph: ಗ್ರಾಮೀಣ ಪ್ರದೇಶದಲ್ಲಿ xyxy=(125,394,169,402)
photo-caption-2: ಶಿಬಿರದಲ್ಲಿ ಉಚಿತ ನೇತ್ರ ತಪಾಸಣೆಗೆ ಆಗಮಿಸಿದ ಸಾರ್ವಜನಿಕರು. xyxy=(486,389,568,403)
paragraph: ಪಟ್ಟಣದ ಸ್ಥಳೀಯ ಭವನದಲ್ಲಿ ನಡೆದ ಸಭೆಯಲ್ಲಿ ಮಾತನಾಡಿದ ಮುಖಂಡರು ಪೌರಕಾರ್ಮಿಕರ ಕಾರ್ಯನಿರ್ವಹಣೆಗೆ ಸಿಬ್ಬಂದಿಗಳನ್ನು ಸಹ ಸರಕಾರಿ ಉದ್ಯೋಗಿಗಳಂತೆ ಪರಿಗಣಿಸಬೇಕು ಹಾಗೂ ಮುಖ್ಯಮಂತ್ರಿಗಳ ನಿರ್ದೇಶನವನ್ನು ಪಾಲಿಸಬೇಕು ಎಂದು ಆಗ್ರಹಿಸಿದರು. xyxy=(704,294,817,350)
section-2-headings xyxy=(10,701,935,745)
lead-column-4 xyxy=(357,121,466,701)
